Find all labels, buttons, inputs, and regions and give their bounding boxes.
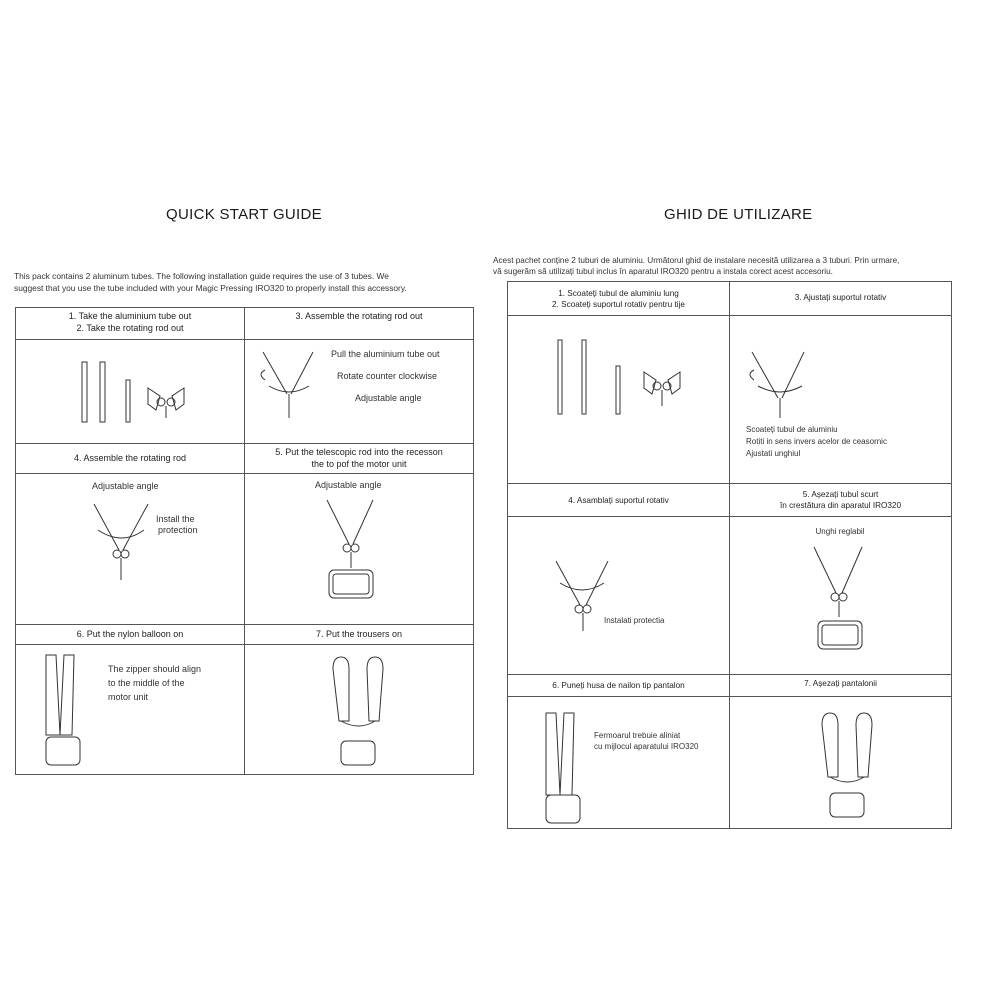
romanian-intro-line-2: vă sugerăm să utilizați tubul inclus în aparatul IRO320 pentru a instala corect acest accesoriu. [493,267,833,276]
english-intro-line-1: This pack contains 2 aluminum tubes. The following installation guide requires the use of 3 tubes. We [14,271,389,281]
ro-rod-on-motor-illustration [730,517,952,675]
romanian-step3-cell [730,316,952,484]
romanian-step1-line-1: 1. Scoateți tubul de aluminiu lung [558,289,679,298]
romanian-step4-header [508,484,730,517]
english-step5-header [245,444,474,474]
english-step6-label-3: motor unit [108,692,149,702]
ro-rotating-rod-illustration [730,316,952,484]
english-step5-line-2: the to pof the motor unit [311,459,407,469]
romanian-step3-label-3: Ajustati unghiul [746,449,801,458]
romanian-step7-text: 7. Așezați pantalonii [804,679,877,688]
tubes-and-rod-illustration [16,340,245,444]
english-step4-cell [16,474,245,625]
english-step4-label-2: Install the [156,514,195,524]
english-step6-text: 6. Put the nylon balloon on [76,629,184,639]
english-step7-header [245,625,474,645]
romanian-step1-line-2: 2. Scoateți suportul rotativ pentru tije [552,300,685,309]
english-step1-line-1: 1. Take the aluminium tube out [68,311,192,321]
english-step3-cell [245,340,474,444]
romanian-step6-text: 6. Puneți husa de nailon tip pantalon [552,681,685,690]
romanian-step3-text: 3. Ajustați suportul rotativ [794,293,887,302]
ro-trousers-on-illustration [730,697,952,829]
english-step4-header [16,444,245,474]
english-step3-label-3: Adjustable angle [355,393,422,403]
english-step7-text: 7. Put the trousers on [315,629,403,639]
romanian-step4-cell [508,517,730,675]
english-title: QUICK START GUIDE [166,206,322,223]
romanian-step6-label-2: cu mijlocul aparatului IRO320 [594,742,699,751]
ro-assembled-rod-illustration [508,517,730,675]
english-intro-line-2: suggest that you use the tube included with your Magic Pressing IRO320 to properly install this accessory. [14,283,407,293]
english-step5-line-1: 5. Put the telescopic rod into the recesson [275,447,443,457]
romanian-steps-table [507,281,952,829]
nylon-balloon-illustration [16,645,245,775]
romanian-step1-cell [508,316,730,484]
romanian-step6-label-1: Fermoarul trebuie aliniat [594,731,681,740]
romanian-step3-label-2: Rotiti in sens invers acelor de ceasornic [746,437,887,446]
english-step6-label-2: to the middle of the [108,678,185,688]
romanian-step5-line-2: în crestătura din aparatul IRO320 [779,501,902,510]
english-step6-label-1: The zipper should align [108,664,202,674]
rod-on-motor-illustration [245,474,474,625]
romanian-step5-line-1: 5. Așezați tubul scurt [802,490,879,499]
romanian-step6-header [508,675,730,697]
english-intro [14,270,474,294]
english-step4-label-3: protection [158,525,198,535]
assembled-rod-illustration [16,474,245,625]
english-step1-line-2: 2. Take the rotating rod out [76,323,184,333]
romanian-step4-text: 4. Asamblați suportul rotativ [568,496,669,505]
romanian-title: GHID DE UTILIZARE [664,206,813,223]
romanian-step3-label-1: Scoateți tubul de aluminiu [746,425,838,434]
english-step4-text: 4. Assemble the rotating rod [73,453,187,463]
romanian-step6-cell [508,697,730,829]
trousers-on-illustration [245,645,474,775]
english-step5-cell [245,474,474,625]
english-step4-label-1: Adjustable angle [92,481,159,491]
romanian-intro-line-1: Acest pachet conține 2 tuburi de aluminiu. Următorul ghid de instalare necesită utilizarea a 3 tuburi. Prin urmare, [493,256,900,265]
english-step6-cell [16,645,245,775]
romanian-step5-cell [730,517,952,675]
romanian-step7-header [730,675,952,697]
english-step3-label-1: Pull the aluminium tube out [331,349,440,359]
romanian-step5-label: Unghi reglabil [815,527,865,536]
english-step7-cell [245,645,474,775]
english-step6-header [16,625,245,645]
romanian-step5-header [730,484,952,517]
english-step3-text: 3. Assemble the rotating rod out [295,311,423,321]
ro-tubes-and-rod-illustration [508,316,730,484]
english-steps-table [15,307,474,775]
ro-nylon-balloon-illustration [508,697,730,829]
english-step1-header [16,308,245,340]
romanian-step1-header [508,282,730,316]
romanian-step3-header [730,282,952,316]
english-step1-cell [16,340,245,444]
english-step3-header [245,308,474,340]
english-step5-label: Adjustable angle [315,480,382,490]
romanian-step4-label: Instalati protectia [604,616,665,625]
romanian-intro [493,255,983,277]
english-step3-label-2: Rotate counter clockwise [337,371,438,381]
romanian-step7-cell [730,697,952,829]
rotating-rod-illustration [245,340,474,444]
